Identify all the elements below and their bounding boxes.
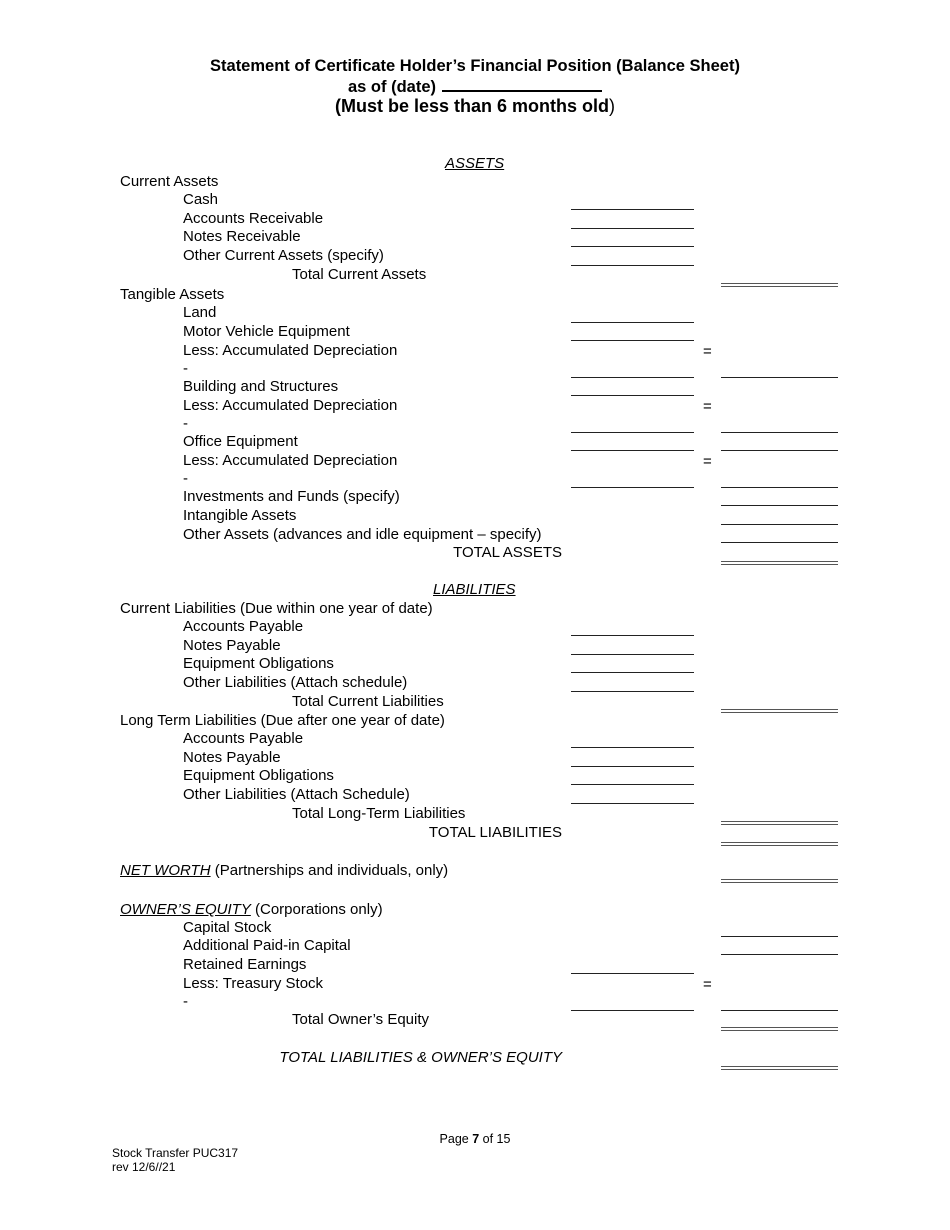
retained-field[interactable] [571, 973, 694, 974]
apic-field[interactable] [721, 954, 838, 955]
retained-earnings-label: Retained Earnings [183, 956, 307, 973]
grand-total-label: TOTAL LIABILITIES & OWNER’S EQUITY [279, 1049, 562, 1066]
total-liabilities-label: TOTAL LIABILITIES [428, 824, 562, 841]
dep-2-field[interactable] [571, 432, 694, 433]
title-age-note: (Must be less than 6 months old) [334, 96, 616, 116]
dep-1-field[interactable] [571, 377, 694, 378]
net-office-field[interactable] [721, 487, 838, 488]
lt-eo-field[interactable] [571, 784, 694, 785]
lt-accounts-payable-label: Accounts Payable [183, 730, 304, 747]
net-worth-label: NET WORTH [120, 862, 211, 879]
title-date-line: as of (date) [0, 76, 950, 97]
accounts-receivable-label: Accounts Receivable [183, 210, 324, 227]
total-assets-field[interactable] [721, 561, 838, 565]
dash-1: - [183, 360, 188, 377]
office-field[interactable] [571, 450, 694, 451]
dash-4: - [183, 993, 188, 1010]
total-long-term-liabilities-field[interactable] [721, 821, 838, 825]
current-liabilities-label: Current Liabilities (Due within one year of date) [120, 600, 433, 617]
equipment-obligations-label: Equipment Obligations [183, 655, 334, 672]
cash-field[interactable] [571, 209, 694, 210]
lt-other-liabilities-label: Other Liabilities (Attach Schedule) [183, 786, 410, 803]
investments-label: Investments and Funds (specify) [183, 488, 400, 505]
total-current-liabilities-label: Total Current Liabilities [292, 693, 444, 710]
date-blank[interactable] [442, 76, 602, 92]
page-title: Statement of Certificate Holder’s Financial Position (Balance Sheet) [210, 57, 740, 75]
ar-field[interactable] [571, 228, 694, 229]
mve-field[interactable] [571, 340, 694, 341]
owners-equity-row [120, 901, 383, 919]
total-current-liabilities-field[interactable] [721, 709, 838, 713]
dash-2: - [183, 415, 188, 432]
net-office-field-top[interactable] [721, 450, 838, 451]
total-long-term-liabilities-label: Total Long-Term Liabilities [292, 805, 466, 822]
grand-total-field[interactable] [721, 1066, 838, 1070]
equals-3: = [703, 453, 712, 470]
treasury-stock-label: Less: Treasury Stock [183, 975, 324, 992]
lt-other-field[interactable] [571, 803, 694, 804]
net-retained-field[interactable] [721, 1010, 838, 1011]
total-current-assets-label: Total Current Assets [292, 266, 427, 283]
owners-equity-note: (Corporations only) [250, 901, 383, 918]
notes-payable-label: Notes Payable [183, 637, 281, 654]
page-number: Page 7 of 15 [439, 1132, 511, 1146]
total-owners-equity-label: Total Owner’s Equity [292, 1011, 430, 1028]
lt-notes-payable-label: Notes Payable [183, 749, 281, 766]
dash-3: - [183, 470, 188, 487]
apic-label: Additional Paid-in Capital [183, 937, 351, 954]
total-owners-equity-field[interactable] [721, 1027, 838, 1031]
land-label: Land [183, 304, 217, 321]
motor-vehicle-label: Motor Vehicle Equipment [183, 323, 350, 340]
other-liab-field[interactable] [571, 691, 694, 692]
other-liabilities-label: Other Liabilities (Attach schedule) [183, 674, 408, 691]
np-field[interactable] [571, 654, 694, 655]
total-liabilities-field[interactable] [721, 842, 838, 846]
equals-1: = [703, 343, 712, 360]
net-worth-field[interactable] [721, 879, 838, 883]
other-current-assets-label: Other Current Assets (specify) [183, 247, 384, 264]
less-dep-1-label: Less: Accumulated Depreciation [183, 342, 398, 359]
net-bldg-field[interactable] [721, 432, 838, 433]
cash-label: Cash [183, 191, 219, 208]
notes-receivable-label: Notes Receivable [183, 228, 301, 245]
eo-field[interactable] [571, 672, 694, 673]
other-assets-field[interactable] [721, 542, 838, 543]
capital-stock-field[interactable] [721, 936, 838, 937]
liabilities-heading: LIABILITIES [433, 581, 516, 598]
equals-2: = [703, 398, 712, 415]
less-dep-3-label: Less: Accumulated Depreciation [183, 452, 398, 469]
net-mve-field[interactable] [721, 377, 838, 378]
accounts-payable-label: Accounts Payable [183, 618, 304, 635]
long-term-liabilities-label: Long Term Liabilities (Due after one year of date) [120, 712, 445, 729]
ap-field[interactable] [571, 635, 694, 636]
less-dep-2-label: Less: Accumulated Depreciation [183, 397, 398, 414]
net-worth-note: (Partnerships and individuals, only) [210, 862, 449, 879]
dep-3-field[interactable] [571, 487, 694, 488]
treasury-field[interactable] [571, 1010, 694, 1011]
building-label: Building and Structures [183, 378, 339, 395]
tangible-assets-label: Tangible Assets [120, 286, 225, 303]
office-equipment-label: Office Equipment [183, 433, 298, 450]
intangible-field[interactable] [721, 524, 838, 525]
other-current-field[interactable] [571, 265, 694, 266]
form-id: Stock Transfer PUC317 [112, 1146, 239, 1160]
other-assets-label: Other Assets (advances and idle equipment – specify) [183, 526, 542, 543]
investments-field[interactable] [721, 505, 838, 506]
bldg-field[interactable] [571, 395, 694, 396]
lt-ap-field[interactable] [571, 747, 694, 748]
total-assets-label: TOTAL ASSETS [453, 544, 562, 561]
land-field[interactable] [571, 322, 694, 323]
intangible-label: Intangible Assets [183, 507, 297, 524]
assets-heading: ASSETS [445, 155, 505, 172]
owners-equity-label: OWNER’S EQUITY [120, 901, 251, 918]
current-assets-label: Current Assets [120, 173, 219, 190]
total-current-assets-field[interactable] [721, 283, 838, 287]
revision-date: rev 12/6//21 [112, 1160, 176, 1174]
lt-equipment-obligations-label: Equipment Obligations [183, 767, 334, 784]
lt-np-field[interactable] [571, 766, 694, 767]
capital-stock-label: Capital Stock [183, 919, 272, 936]
equals-4: = [703, 976, 712, 993]
nr-field[interactable] [571, 246, 694, 247]
net-worth-row [120, 862, 448, 880]
